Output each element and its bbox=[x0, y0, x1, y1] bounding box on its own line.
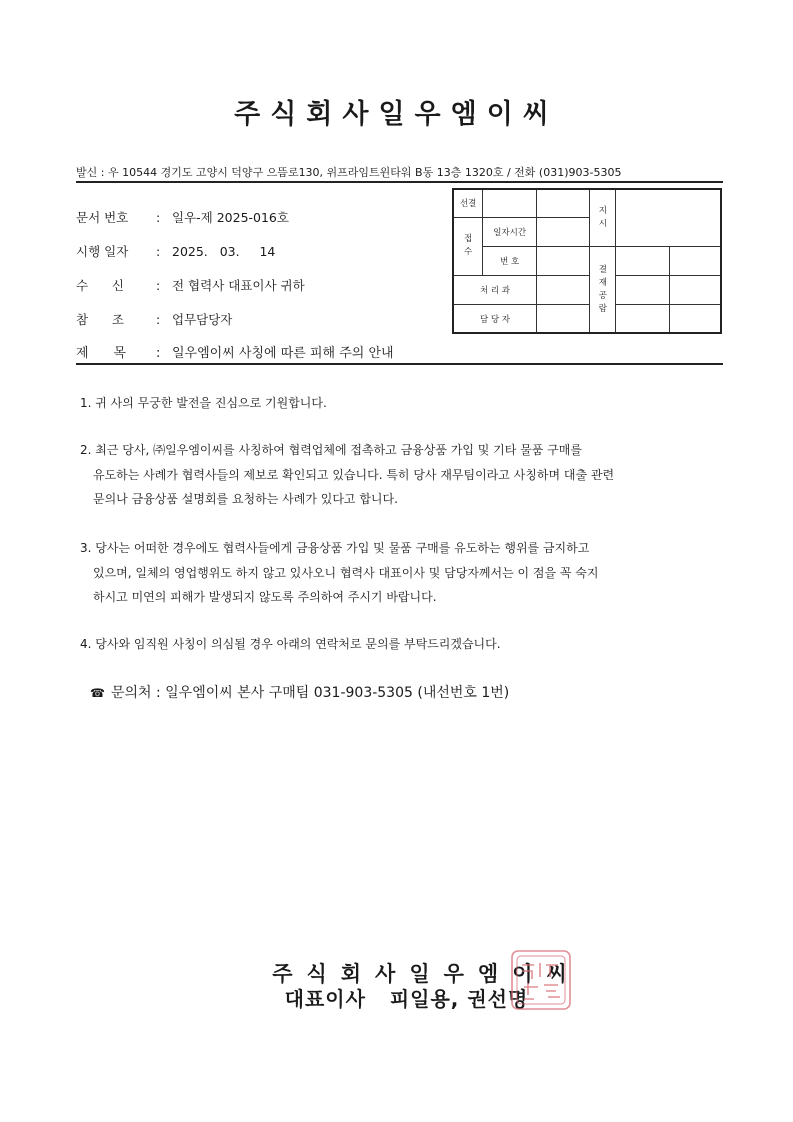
header-divider bbox=[76, 181, 723, 183]
issue-date: 2025. 03. 14 bbox=[172, 244, 276, 259]
reference-row: 참 조 : 업무담당자 bbox=[76, 312, 233, 327]
company-seal-stamp bbox=[506, 945, 576, 1015]
reference-label: 참 조 bbox=[76, 312, 124, 327]
phone-icon: ☎ bbox=[90, 686, 105, 700]
sender-address: 발신 : 우 10544 경기도 고양시 덕양구 으뜸로130, 위프라임트윈타워 B동 13층 1320호 / 전화 (031)903-5305 bbox=[76, 166, 622, 179]
paragraph-3: 3. 당사는 어떠한 경우에도 협력사들에게 금융상품 가입 및 물품 구매를 유도하는 행위를 금지하고 있으며, 일체의 영업행위도 하지 않고 있사오니 협력사 대표이사 및 담당자께서는 이 점을 꼭 숙지 하시고 미연의 피해가 발생되지 않도록 주의하여 주시기 바랍니다. bbox=[80, 541, 599, 604]
doc-number-row: 문서 번호 : 일우-제 2025-016호 bbox=[76, 210, 289, 225]
jisi-label: 지시 bbox=[590, 189, 616, 247]
contact-line bbox=[90, 682, 509, 702]
recipient-row: 수 신 : 전 협력사 대표이사 귀하 bbox=[76, 278, 305, 293]
cheori-label: 처 리 과 bbox=[453, 275, 536, 304]
subject-divider bbox=[76, 363, 723, 365]
jeopsu-label: 접수 bbox=[453, 217, 483, 275]
issue-date-row: 시행 일자 : 2025. 03. 14 bbox=[76, 244, 276, 259]
closing-ceo: 대표이사 피일용, 권선명 bbox=[284, 987, 529, 1011]
seongyeol-label: 선결 bbox=[453, 189, 483, 217]
beonho-label: 번 호 bbox=[483, 247, 537, 275]
damdang-label: 담 당 자 bbox=[453, 305, 536, 333]
issue-date-label: 시행 일자 bbox=[76, 244, 129, 259]
gyeoljae-label: 결재공람 bbox=[590, 247, 616, 333]
contact-info: 문의처 : 일우엠이씨 본사 구매팀 031-903-5305 (내선번호 1번) bbox=[110, 685, 510, 701]
recipient: 전 협력사 대표이사 귀하 bbox=[172, 278, 305, 293]
ilsi-label: 일자시간 bbox=[483, 217, 537, 246]
paragraph-2: 2. 최근 당사, ㈜일우엠이씨를 사칭하여 협력업체에 접촉하고 금융상품 가입 및 기타 물품 구매를 유도하는 사례가 협력사들의 제보로 확인되고 있습니다. 특히 당사 재무팀이라고 사칭하며 대출 관련 문의나 금융상품 설명회를 요청하는 사례가 있다고 합니다. bbox=[80, 443, 615, 506]
subject-row: 제 목 : 일우엠이씨 사칭에 따른 피해 주의 안내 bbox=[76, 342, 394, 361]
doc-number-label: 문서 번호 bbox=[76, 210, 129, 225]
paragraph-1: 1. 귀 사의 무궁한 발전을 진심으로 기원합니다. bbox=[80, 396, 327, 410]
subject-label: 제 목 bbox=[76, 346, 126, 361]
company-title: 주식회사일우엠이씨 bbox=[234, 99, 559, 130]
doc-number: 일우-제 2025-016호 bbox=[172, 210, 289, 225]
subject: 일우엠이씨 사칭에 따른 피해 주의 안내 bbox=[172, 346, 394, 361]
approval-box bbox=[452, 188, 722, 334]
closing-company: 주식회사일우엠이씨 bbox=[272, 962, 581, 986]
paragraph-4: 4. 당사와 임직원 사칭이 의심될 경우 아래의 연락처로 문의를 부탁드리겠습니다. bbox=[80, 637, 501, 651]
recipient-label: 수 신 bbox=[76, 278, 124, 293]
reference: 업무담당자 bbox=[172, 312, 233, 327]
